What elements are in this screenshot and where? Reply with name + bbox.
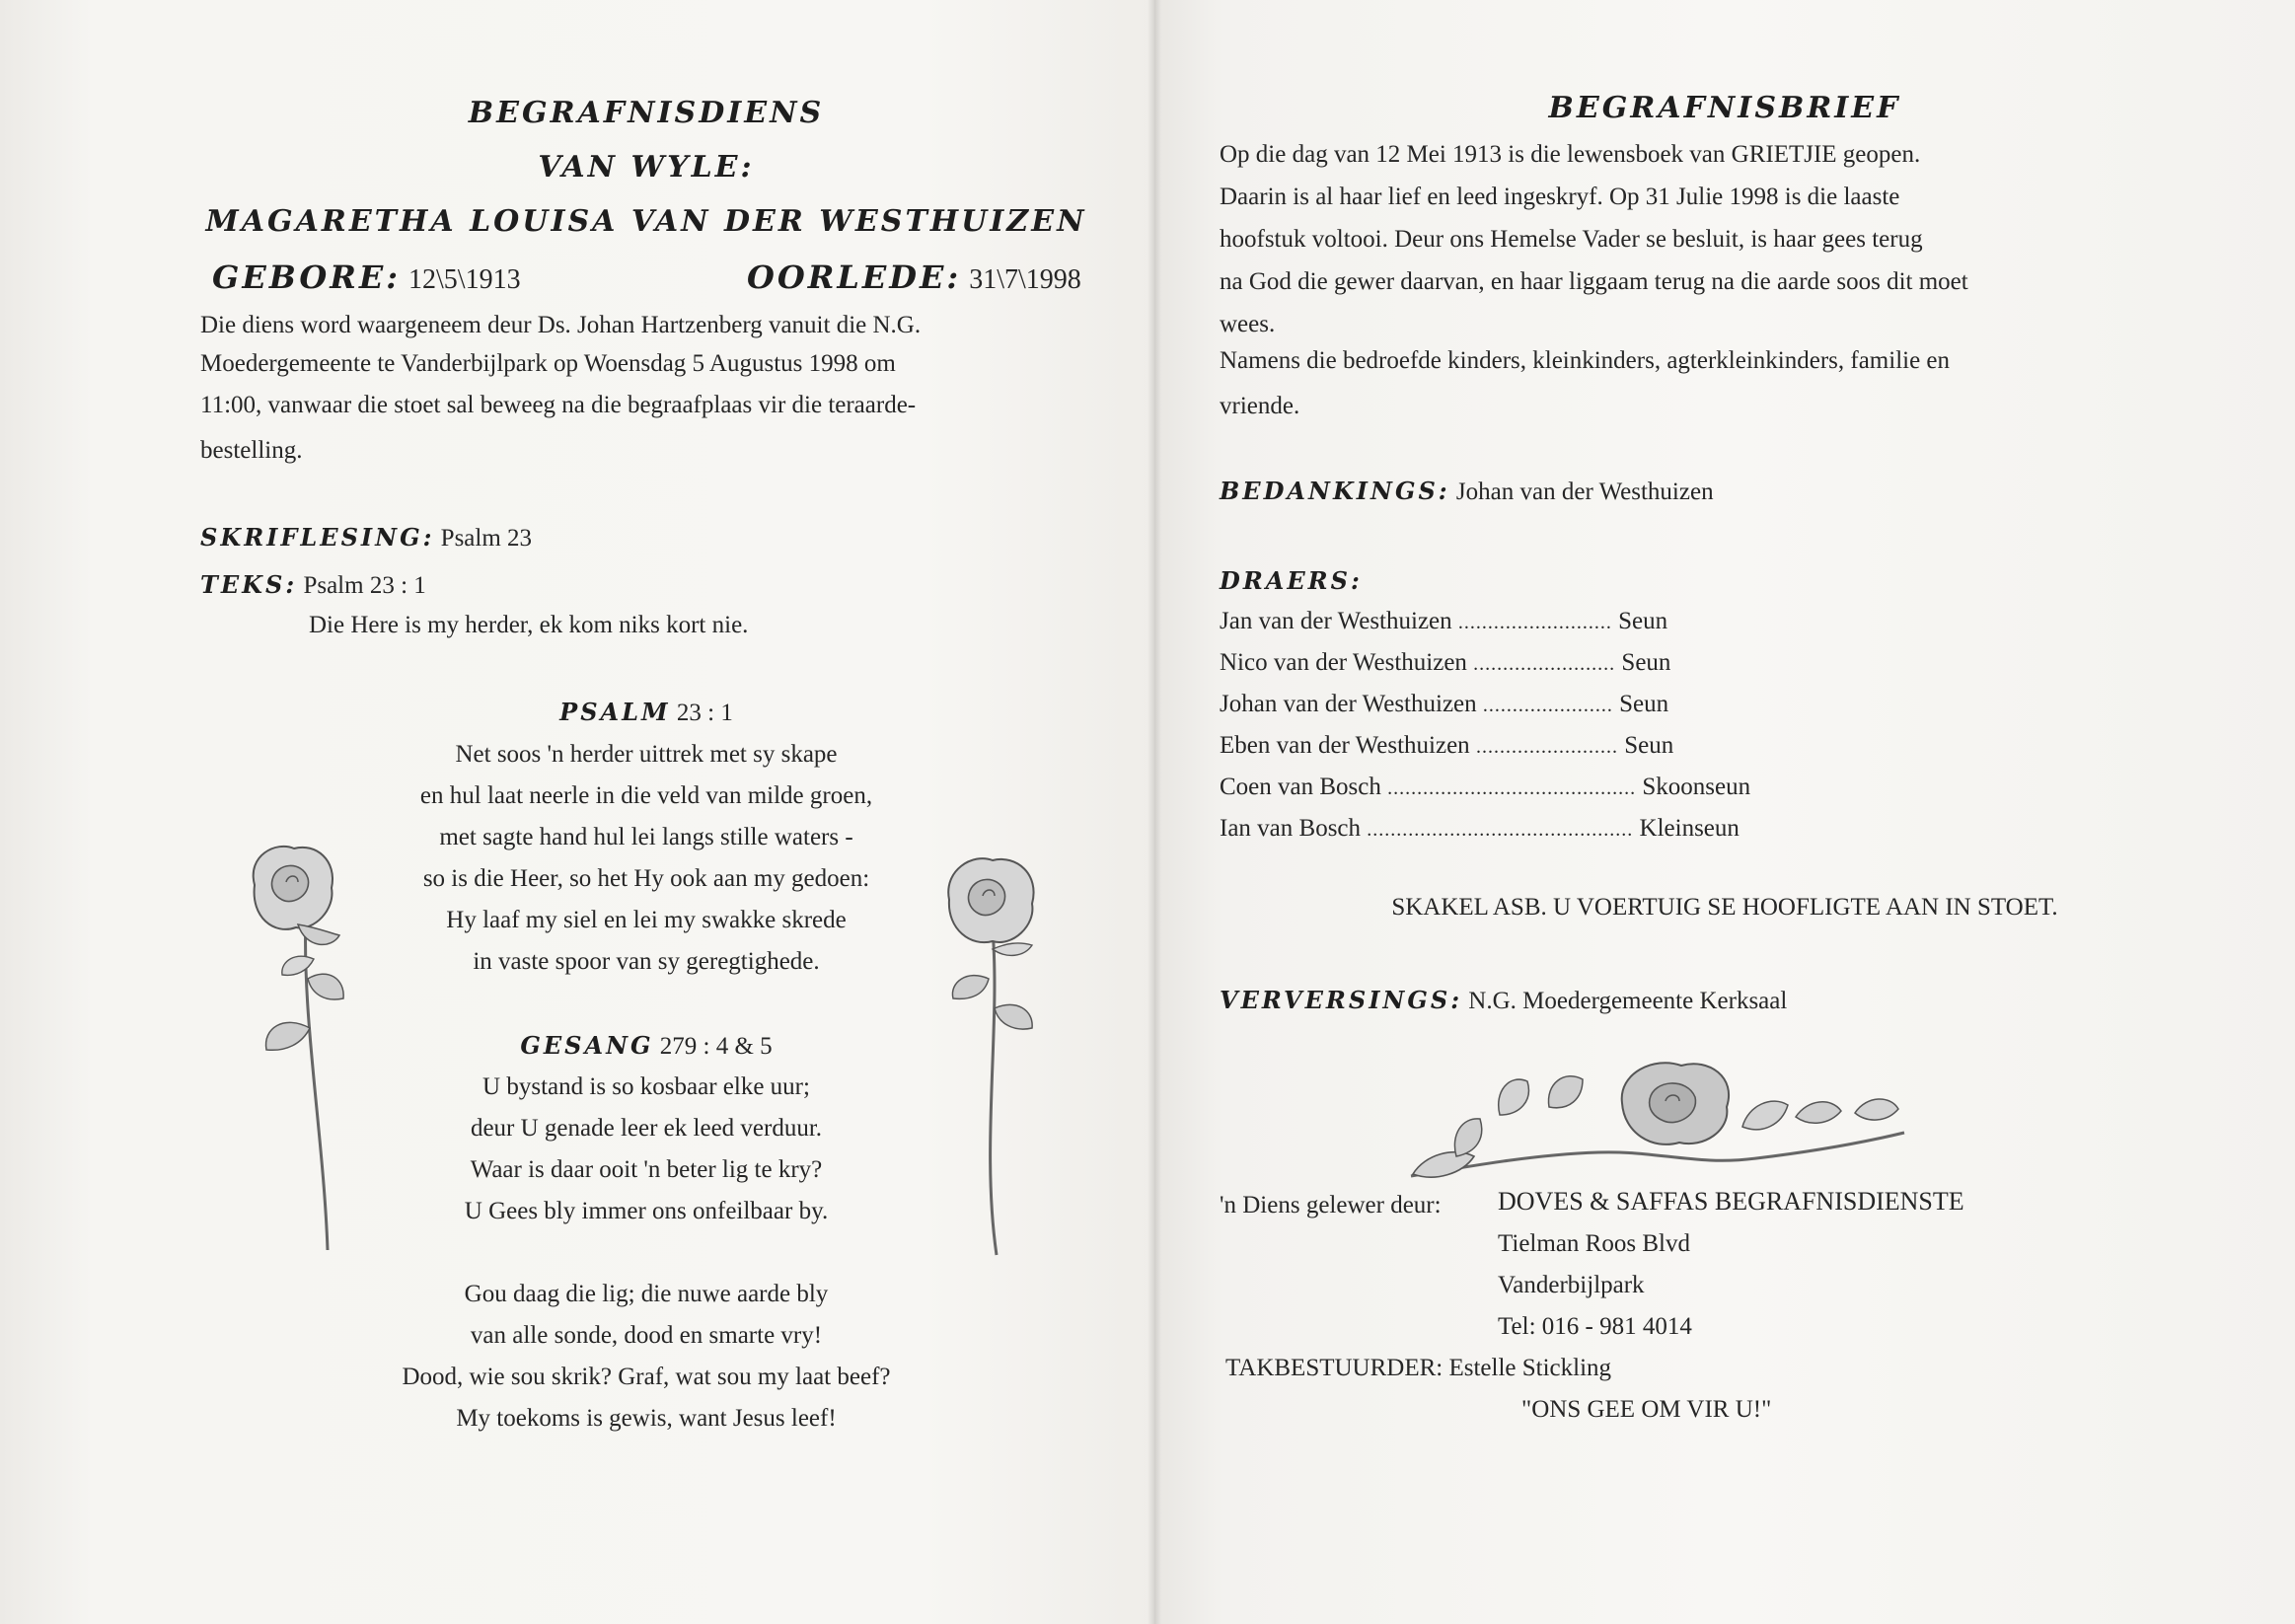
died-value: 31\7\1998 (969, 264, 1081, 295)
bearer-dots: .......................... (1457, 612, 1612, 633)
intro-line-2: Moedergemeente te Vanderbijlpark op Woensdag 5 Augustus 1998 om (200, 350, 896, 377)
intro-line-4: bestelling. (200, 437, 303, 464)
service-line-1: DOVES & SAFFAS BEGRAFNISDIENSTE (1498, 1187, 1964, 1216)
bearers-label: DRAERS: (1220, 566, 1363, 595)
psalm-line-1: Net soos 'n herder uittrek met sy skape (455, 741, 838, 768)
intro-line-1: Die diens word waargeneem deur Ds. Johan Hartzenberg vanuit die N.G. (200, 312, 922, 338)
bearer-role: Seun (1621, 649, 1671, 676)
service-line-2: Tielman Roos Blvd (1498, 1230, 1690, 1257)
bearer-name: Eben van der Westhuizen (1220, 732, 1470, 759)
bearer-dots: ............................................. (1367, 819, 1634, 841)
director-label: TAKBESTUURDER: (1225, 1355, 1444, 1381)
bearer-name: Ian van Bosch (1220, 815, 1362, 842)
letter-line-4: na God die gewer daarvan, en haar liggaam terug na die aarde soos dit moet (1220, 268, 1968, 295)
text-line (200, 570, 426, 600)
letter-line-2: Daarin is al haar lief en leed ingeskryf. Op 31 Julie 1998 is die laaste (1220, 184, 1900, 210)
right-page (1154, 0, 2295, 1624)
rose-icon (937, 850, 1066, 1265)
bearer-role: Seun (1624, 732, 1674, 759)
bearer-dots: ........................ (1475, 736, 1618, 758)
died-line (747, 258, 1081, 296)
title-line-2: VAN WYLE: (538, 150, 755, 185)
born-label: GEBORE: (212, 258, 402, 296)
bearer-dots: ...................... (1482, 695, 1613, 716)
hymn2-line-4: My toekoms is gewis, want Jesus leef! (456, 1405, 837, 1432)
bearer-row (1220, 774, 1750, 801)
refreshments-line (1220, 986, 1787, 1015)
psalm-line-5: Hy laaf my siel en lei my swakke skrede (446, 907, 847, 933)
hymn2-line-2: van alle sonde, dood en smarte vry! (470, 1322, 823, 1349)
hymn-heading (0, 1031, 1293, 1061)
hymn-line-4: U Gees bly immer ons onfeilbaar by. (464, 1198, 829, 1224)
bearer-role: Skoonseun (1642, 774, 1751, 800)
letter-line-5: wees. (1220, 311, 1276, 337)
bearer-dots: .......................................... (1387, 777, 1637, 799)
text-value: Psalm 23 : 1 (303, 572, 426, 599)
psalm-heading-number: 23 : 1 (676, 700, 733, 726)
letter-line-3: hoofstuk voltooi. Deur ons Hemelse Vader se besluit, is haar gees terug (1220, 226, 1923, 253)
service-label: 'n Diens gelewer deur: (1220, 1192, 1442, 1218)
born-value: 12\5\1913 (408, 264, 521, 295)
bearer-row (1220, 691, 1668, 718)
bearer-row (1220, 732, 1673, 760)
bearer-role: Kleinseun (1639, 815, 1740, 842)
headlights-notice: SKAKEL ASB. U VOERTUIG SE HOOFLIGTE AAN IN STOET. (1391, 894, 2058, 921)
died-label: OORLEDE: (747, 258, 962, 296)
text-label: TEKS: (200, 570, 298, 599)
title-line-1: BEGRAFNISDIENS (468, 96, 825, 130)
intro-line-3: 11:00, vanwaar die stoet sal beweeg na die begraafplaas vir die teraarde- (200, 392, 917, 418)
bearer-dots: ........................ (1473, 653, 1616, 675)
letter-title: BEGRAFNISBRIEF (1548, 91, 1901, 125)
reading-value: Psalm 23 (440, 525, 533, 552)
psalm-line-3: met sagte hand hul lei langs stille waters - (439, 824, 853, 850)
rose-icon (237, 841, 365, 1255)
hymn-heading-word: GESANG (520, 1031, 654, 1060)
psalm-line-4: so is die Heer, so het Hy ook aan my gedoen: (422, 865, 870, 892)
director-value: Estelle Stickling (1448, 1355, 1612, 1381)
text-quote: Die Here is my herder, ek kom niks kort nie. (309, 612, 749, 638)
thanks-label: BEDANKINGS: (1220, 477, 1450, 505)
hymn2-line-3: Dood, wie sou skrik? Graf, wat sou my laat beef? (402, 1364, 891, 1390)
service-line-4: Tel: 016 - 981 4014 (1498, 1313, 1692, 1340)
hymn-heading-number: 279 : 4 & 5 (659, 1033, 773, 1060)
letter-line-1: Op die dag van 12 Mei 1913 is die lewensboek van GRIETJIE geopen. (1220, 141, 1921, 168)
born-line (212, 258, 521, 296)
bearer-row (1220, 815, 1740, 843)
bearer-row (1220, 608, 1667, 635)
psalm-heading-word: PSALM (559, 698, 671, 726)
psalm-heading (0, 698, 1293, 727)
refreshments-value: N.G. Moedergemeente Kerksaal (1468, 988, 1788, 1014)
reading-label: SKRIFLESING: (200, 523, 435, 552)
bearer-name: Jan van der Westhuizen (1220, 608, 1452, 634)
service-line-3: Vanderbijlpark (1498, 1272, 1645, 1298)
bearer-role: Seun (1618, 608, 1668, 634)
hymn-line-3: Waar is daar ooit 'n beter lig te kry? (470, 1156, 823, 1183)
refreshments-label: VERVERSINGS: (1220, 986, 1463, 1014)
deceased-name: MAGARETHA LOUISA VAN DER WESTHUIZEN (205, 204, 1087, 239)
thanks-line (1220, 477, 1714, 506)
page-fold (1148, 0, 1161, 1624)
letter-line-7: vriende. (1220, 393, 1300, 419)
hymn-line-1: U bystand is so kosbaar elke uur; (482, 1073, 810, 1100)
hymn2-line-1: Gou daag die lig; die nuwe aarde bly (464, 1281, 829, 1307)
slogan: "ONS GEE OM VIR U!" (1521, 1396, 1772, 1423)
psalm-line-2: en hul laat neerle in die veld van milde groen, (419, 782, 873, 809)
bearer-name: Coen van Bosch (1220, 774, 1381, 800)
bearer-name: Johan van der Westhuizen (1220, 691, 1477, 717)
bearer-name: Nico van der Westhuizen (1220, 649, 1467, 676)
rose-spray-icon (1401, 1056, 1914, 1184)
hymn-line-2: deur U genade leer ek leed verduur. (470, 1115, 823, 1142)
reading-line (200, 523, 532, 553)
letter-line-6: Namens die bedroefde kinders, kleinkinders, agterkleinkinders, familie en (1220, 347, 1951, 374)
director-line (1225, 1355, 1611, 1382)
bearer-role: Seun (1619, 691, 1669, 717)
psalm-line-6: in vaste spoor van sy geregtighede. (473, 948, 820, 975)
thanks-value: Johan van der Westhuizen (1455, 479, 1714, 505)
bearer-row (1220, 649, 1670, 677)
bearers-heading (1220, 566, 1363, 596)
